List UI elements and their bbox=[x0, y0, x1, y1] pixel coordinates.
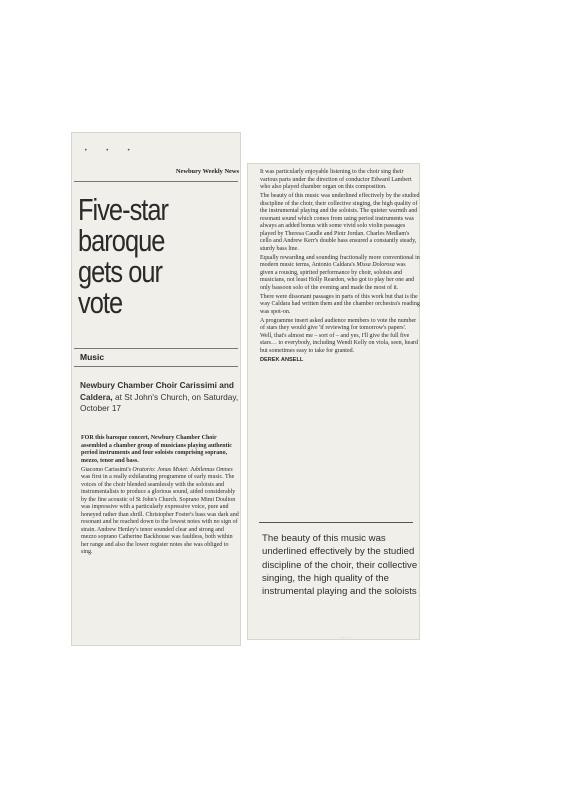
article-column-left bbox=[81, 435, 241, 558]
paragraph: There were dissonant passages in parts of this work but that is the way Caldara had written them and the chamber orchestra's reading was spot-on. bbox=[260, 293, 420, 315]
decorative-dots: • • • bbox=[84, 147, 139, 154]
subhead-rest: at St John's Church, on Saturday, October 17 bbox=[80, 391, 239, 414]
paragraph: It was particularly enjoyable listening to the choir sing their various parts under the direction of conductor Edward Lambert who also played chamber organ on this composition. bbox=[260, 169, 412, 190]
archive-stamp: · · · · bbox=[340, 635, 352, 641]
article-column-right bbox=[260, 169, 420, 365]
work-title: Oratorio: Jonas Motet: Jubilemus Omnes bbox=[132, 466, 233, 473]
paragraph: A programme insert asked audience members to vote the number of stars they would give 'if reviewing for tomorrow's papers'. Well, that's almost me – sort of – and yes, I'll give the full five stars… to everybody, including Wendi Kelly on viola, seen, heard but sometimes easy to take for granted. bbox=[260, 317, 418, 354]
paragraph bbox=[260, 255, 420, 293]
subhead-lead: Newbury Chamber Choir Carissimi and Caldera, bbox=[80, 380, 234, 402]
paragraph bbox=[81, 467, 241, 557]
paragraph bbox=[81, 435, 241, 465]
text-run: was given a rousing, spirited performance by choir, soloists and musicians, not least Holly Reardon, who got to play her one and only bassoon solo of the evening and made the most of it. bbox=[260, 262, 415, 291]
masthead-rule bbox=[74, 181, 238, 182]
section-label: Music bbox=[80, 352, 105, 362]
byline: DEREK ANSELL bbox=[260, 357, 304, 363]
text-run: was first in a really exhilarating programme of early music. The voices of the choir blended seamlessly with the soloists and instrumentalists to produce a glorious sound, aided considerably by the fine acoustic of St John's Church. Soprano Mimi Doulton was impressive with a particularly expressive voice, pure and honeyed rather than shrill. Christopher Foster's bass was dark and resonant and he reached down to the lowest notes with no sign of strain. Andrew Henley's tenor sounded clear and strong and mezzo soprano Catherine Backhouse was faultless, both within her range and also the lower register notes she was obliged to sing. bbox=[81, 474, 239, 555]
masthead: Newbury Weekly News bbox=[175, 168, 239, 175]
lead-paragraph: FOR this baroque concert, Newbury Chamber Choir assembled a chamber group of musicians playing authentic period instruments and four soloists comprising soprano, mezzo, tenor and bass. bbox=[81, 435, 232, 464]
headline: Five-star baroque gets our vote bbox=[78, 192, 169, 320]
section-rule-bottom bbox=[74, 366, 238, 367]
pullquote: The beauty of this music was underlined effectively by the studied discipline of the choir, their collective singing, the high quality of the instrumental playing and the soloists bbox=[262, 533, 418, 598]
text-run: Equally rewarding and sounding fractionally more conventional in modern music terms, Antonio Caldara's bbox=[260, 254, 420, 268]
text-run: Giacomo Carissimi's bbox=[81, 466, 133, 473]
work-title: Missa Dolorosa bbox=[356, 262, 395, 268]
subhead bbox=[80, 380, 240, 415]
pullquote-rule bbox=[259, 522, 413, 523]
section-rule bbox=[74, 348, 238, 349]
paragraph: The beauty of this music was underlined effectively by the studied discipline of the choir, their collective singing, the high quality of the instrumental playing and the soloists. The quieter warmth and resonant sound which comes from using period instruments was always an added bonus with some vivid solo violin passages played by Theresa Caudle and Piotr Jordan. Charles Medlam's cello and Andrew Kerr's double bass ensured a constantly steady, sturdy bass line. bbox=[260, 193, 420, 252]
